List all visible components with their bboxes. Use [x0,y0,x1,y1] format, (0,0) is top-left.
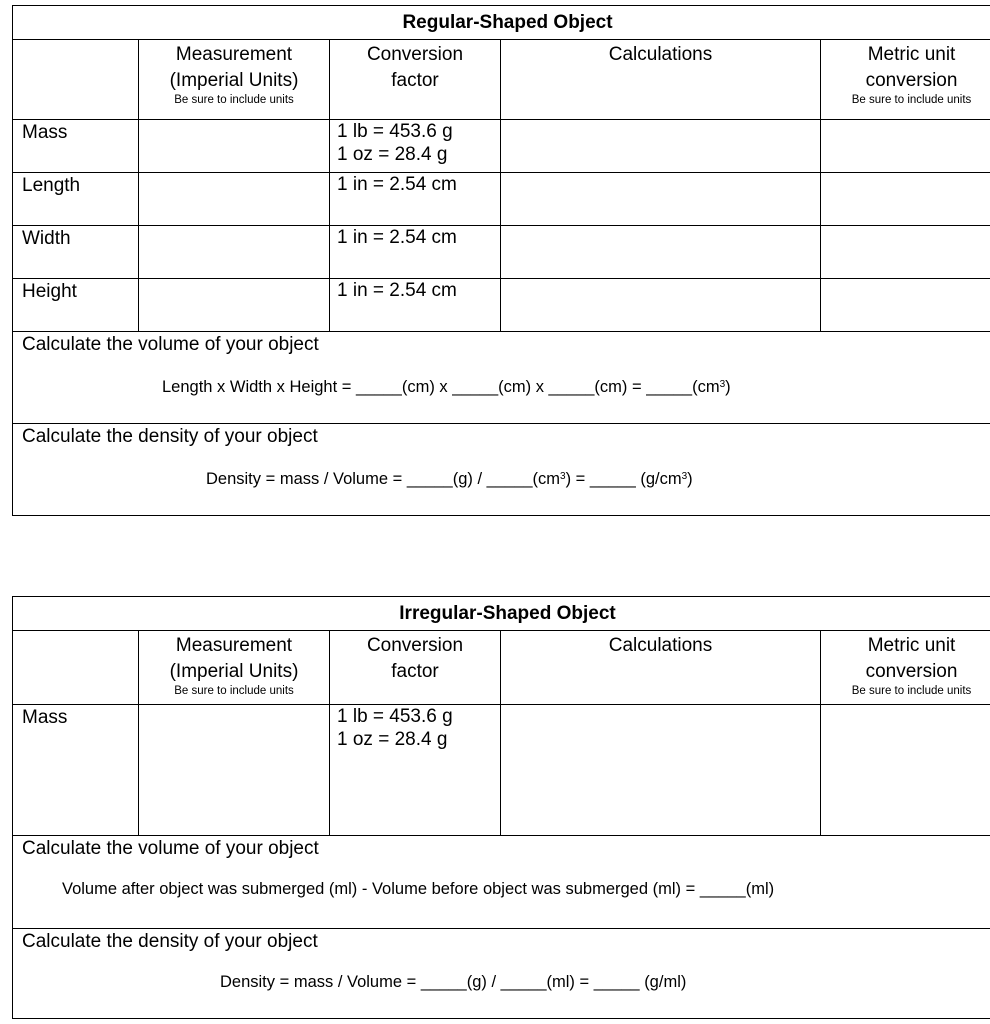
units-note: Be sure to include units [851,685,972,697]
header-empty-cell [13,631,139,705]
header-conversion [330,631,501,705]
row-label-width: Width [13,226,139,279]
volume-formula: Volume after object was submerged (ml) - Volume before object was submerged (ml) = _____(ml) [62,880,775,898]
table-row [13,705,990,836]
metric-input-cell[interactable] [821,705,990,836]
header-metric-line1: Metric unit [867,635,956,656]
calculations-input-cell[interactable] [501,226,821,279]
header-conversion-line2: factor [391,661,439,682]
regular-table [12,5,990,516]
calculations-input-cell[interactable] [501,705,821,836]
table-title: Regular-Shaped Object [13,6,990,40]
density-formula-text: Density = mass / Volume = _____(g) / _____(cm [206,470,561,488]
header-measurement-line2: (Imperial Units) [169,661,299,682]
density-formula-close: ) [687,470,693,488]
table-row [13,120,990,173]
header-conversion-line2: factor [391,70,439,91]
exponent: 3 [681,471,688,482]
irregular-table [12,596,990,1019]
header-metric [821,40,990,120]
header-conversion-line1: Conversion [366,635,464,656]
calculations-input-cell[interactable] [501,120,821,173]
calculations-input-cell[interactable] [501,173,821,226]
metric-input-cell[interactable] [821,173,990,226]
volume-formula [22,372,990,400]
conversion-factor-cell: 1 in = 2.54 cm [330,226,501,279]
header-metric-line2: conversion [865,661,958,682]
volume-heading: Calculate the volume of your object [22,334,319,355]
density-section [13,929,990,1019]
units-note: Be sure to include units [174,685,294,697]
exponent: 3 [560,471,566,482]
row-label-length: Length [13,173,139,226]
factor-line: 1 lb = 453.6 g [337,706,453,727]
header-conversion [330,40,501,120]
factor-line: 1 lb = 453.6 g [337,121,453,142]
measurement-input-cell[interactable] [139,279,330,332]
header-measurement [139,40,330,120]
measurement-input-cell[interactable] [139,226,330,279]
density-heading: Calculate the density of your object [22,931,318,952]
conversion-factor-cell [330,120,501,173]
density-formula-text: ) = _____ (g/cm [565,470,682,488]
metric-input-cell[interactable] [821,226,990,279]
calculations-input-cell[interactable] [501,279,821,332]
conversion-factor-cell: 1 in = 2.54 cm [330,173,501,226]
measurement-input-cell[interactable] [139,120,330,173]
measurement-input-cell[interactable] [139,705,330,836]
units-note: Be sure to include units [851,94,972,106]
conversion-factor-cell: 1 in = 2.54 cm [330,279,501,332]
exponent: 3 [719,379,726,390]
table-title: Irregular-Shaped Object [13,597,990,631]
header-metric-line1: Metric unit [867,44,956,65]
row-label-mass: Mass [13,705,139,836]
header-empty-cell [13,40,139,120]
density-section [13,424,990,516]
factor-line: 1 oz = 28.4 g [337,144,448,165]
regular-object-table [12,5,990,516]
table-row [13,173,990,226]
volume-formula-text: Length x Width x Height = _____(cm) x _____(cm) x _____(cm) = _____(cm [162,378,720,396]
density-formula [22,464,990,492]
metric-input-cell[interactable] [821,279,990,332]
volume-formula-close: ) [725,378,731,396]
irregular-object-table [12,596,990,1019]
header-metric [821,631,990,705]
row-label-height: Height [13,279,139,332]
factor-line: 1 oz = 28.4 g [337,729,448,750]
header-measurement-line2: (Imperial Units) [169,70,299,91]
metric-input-cell[interactable] [821,120,990,173]
header-conversion-line1: Conversion [366,44,464,65]
density-heading: Calculate the density of your object [22,426,318,447]
volume-heading: Calculate the volume of your object [22,838,319,859]
volume-section [13,836,990,929]
volume-section [13,332,990,424]
table-row [13,279,990,332]
measurement-input-cell[interactable] [139,173,330,226]
row-label-mass: Mass [13,120,139,173]
table-row [13,226,990,279]
units-note: Be sure to include units [174,94,294,106]
header-measurement-line1: Measurement [175,44,293,65]
conversion-factor-cell [330,705,501,836]
header-calculations: Calculations [501,631,821,705]
header-measurement-line1: Measurement [175,635,293,656]
header-measurement [139,631,330,705]
header-calculations: Calculations [501,40,821,120]
header-metric-line2: conversion [865,70,958,91]
density-formula: Density = mass / Volume = _____(g) / _____(ml) = _____ (g/ml) [220,973,687,991]
